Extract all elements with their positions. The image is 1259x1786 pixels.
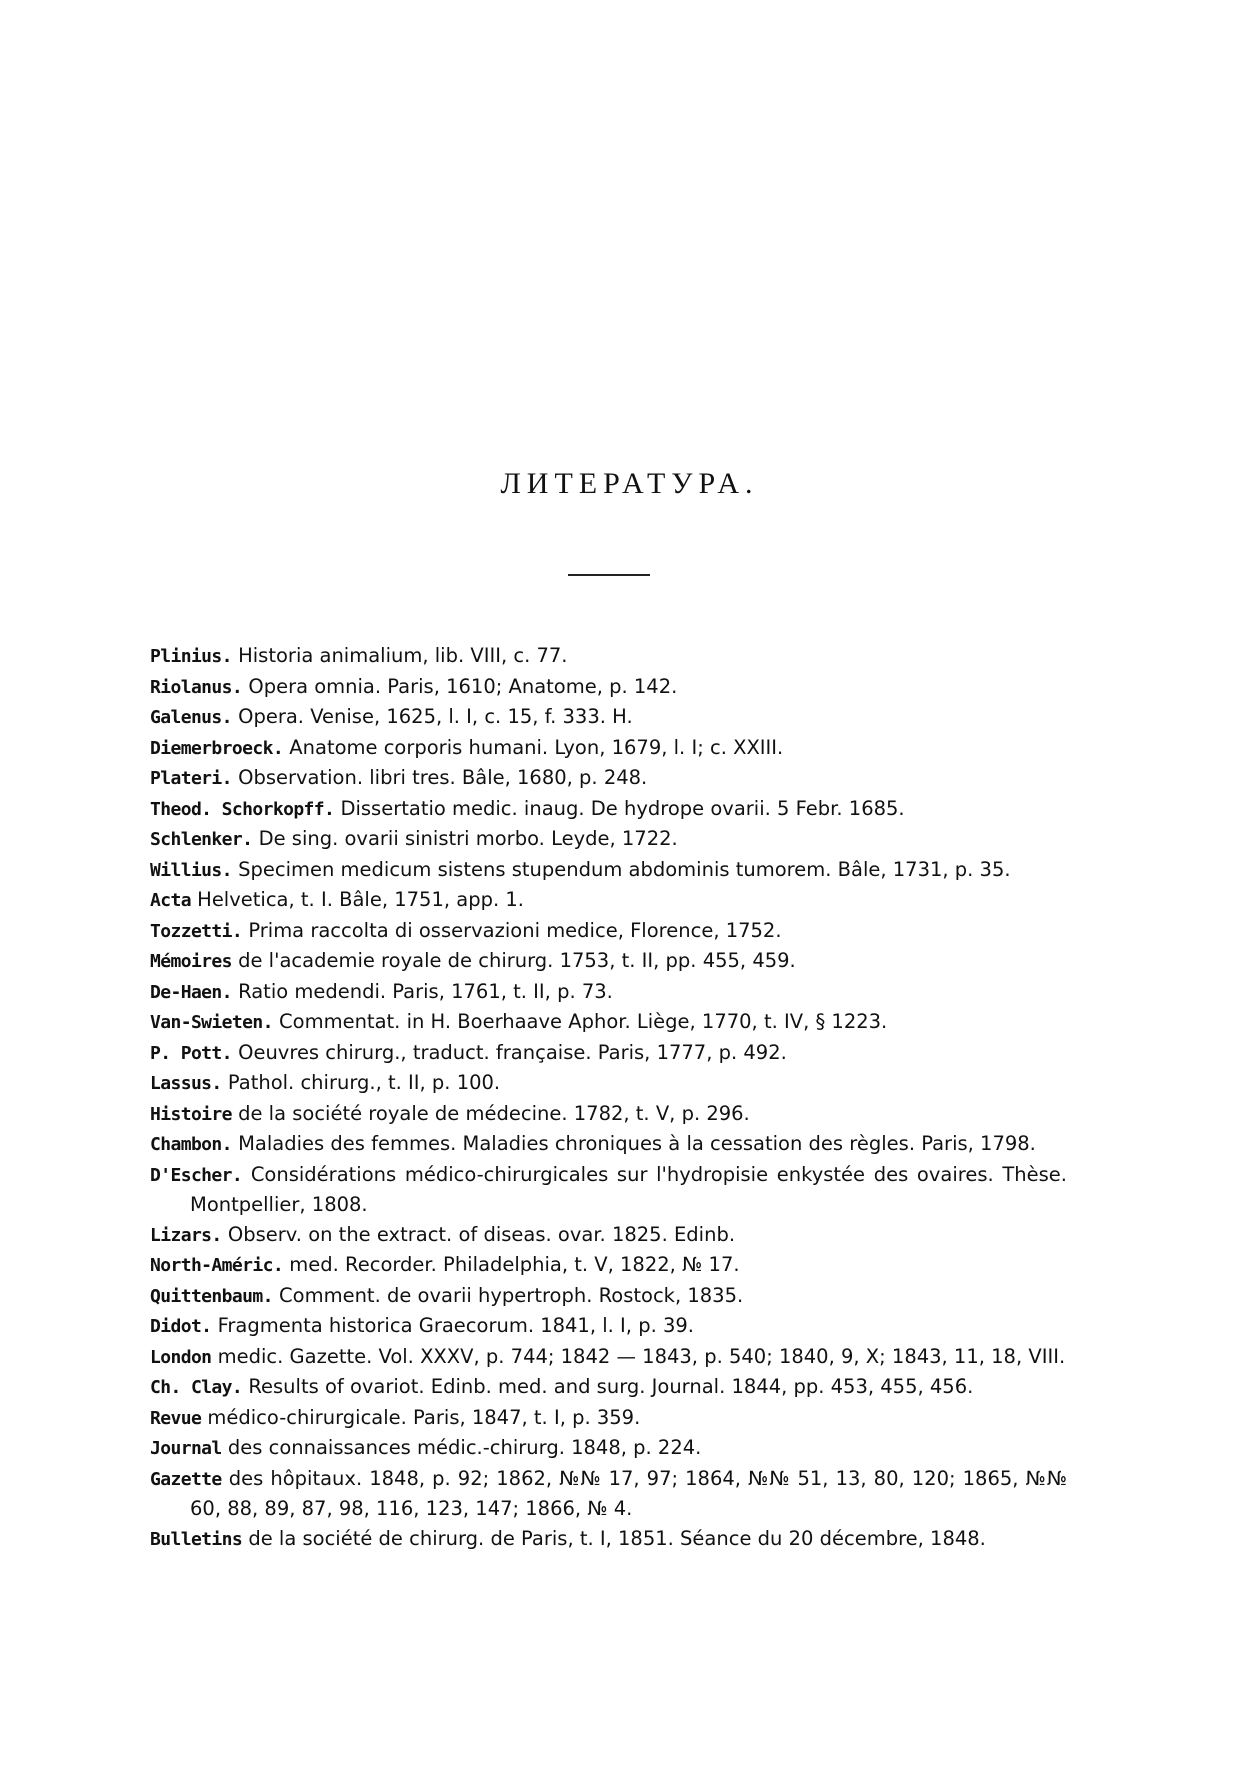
entry-reference: Historia animalium, lib. VIII, c. 77. — [231, 644, 568, 667]
entry-reference: Observation. libri tres. Bâle, 1680, p. 248. — [231, 766, 648, 789]
entry-author: North-Améric. — [150, 1255, 284, 1276]
entry-author: Lizars. — [150, 1224, 222, 1246]
bibliography-entry — [150, 1433, 1067, 1464]
bibliography-list — [150, 641, 1067, 1554]
bibliography-entry — [150, 1129, 1067, 1160]
entry-author: Willius. — [150, 859, 232, 881]
bibliography-entry — [150, 1524, 1067, 1555]
entry-author: Quittenbaum. — [150, 1285, 273, 1307]
entry-author: Lassus. — [150, 1073, 222, 1094]
entry-author: Riolanus. — [150, 676, 243, 698]
bibliography-entry — [150, 794, 1067, 825]
entry-author: Plinius. — [150, 646, 232, 667]
entry-author: Diemerbroeck. — [150, 737, 284, 759]
bibliography-entry — [150, 824, 1067, 855]
entry-reference: Opera omnia. Paris, 1610; Anatome, p. 142. — [242, 674, 678, 698]
entry-reference: Fragmenta historica Graecorum. 1841, l. I, p. 39. — [211, 1314, 694, 1337]
entry-author: Galenus. — [150, 707, 232, 728]
entry-author: Schlenker. — [150, 829, 253, 850]
entry-reference: Considérations médico-chirurgicales sur l'hydropisie enkystée des ovaires. Thèse. Montpellier, 1808. — [190, 1162, 1067, 1216]
page-title: ЛИТЕРАТУРА. — [500, 467, 759, 500]
bibliography-entry — [150, 702, 1067, 733]
entry-author: Tozzetti. — [150, 920, 243, 942]
entry-reference: de la société de chirurg. de Paris, t. I, 1851. Séance du 20 décembre, 1848. — [242, 1526, 986, 1550]
bibliography-entry — [150, 1220, 1067, 1251]
bibliography-entry — [150, 1311, 1067, 1342]
entry-reference: Specimen medicum sistens stupendum abdominis tumorem. Bâle, 1731, p. 35. — [231, 857, 1011, 881]
entry-author: Plateri. — [150, 768, 232, 789]
bibliography-entry — [150, 641, 1067, 672]
bibliography-entry — [150, 977, 1067, 1008]
entry-author: London — [150, 1346, 212, 1368]
bibliography-entry — [150, 946, 1067, 977]
entry-reference: Anatome corporis humani. Lyon, 1679, l. I; c. XXIII. — [283, 735, 784, 759]
entry-reference: Prima raccolta di osservazioni medice, Florence, 1752. — [242, 918, 782, 942]
title-divider — [568, 574, 650, 576]
entry-reference: de l'academie royale de chirurg. 1753, t. II, pp. 455, 459. — [231, 949, 796, 972]
entry-reference: Helvetica, t. I. Bâle, 1751, app. 1. — [190, 888, 524, 911]
bibliography-entry — [150, 1099, 1067, 1130]
entry-reference: De sing. ovarii sinistri morbo. Leyde, 1722. — [252, 827, 678, 850]
entry-author: Chambon. — [150, 1134, 232, 1155]
entry-reference: Commentat. in H. Boerhaave Aphor. Liège, 1770, t. IV, § 1223. — [272, 1010, 888, 1033]
entry-reference: Comment. de ovarii hypertroph. Rostock, 1835. — [272, 1283, 744, 1307]
bibliography-entry — [150, 1068, 1067, 1099]
entry-author: Mémoires — [150, 951, 232, 972]
bibliography-entry — [150, 916, 1067, 947]
entry-reference: médico-chirurgicale. Paris, 1847, t. I, p. 359. — [201, 1405, 641, 1429]
entry-reference: medic. Gazette. Vol. XXXV, p. 744; 1842 — 1843, p. 540; 1840, 9, X; 1843, 11, 18, VIII. — [211, 1344, 1066, 1368]
bibliography-entry — [150, 763, 1067, 794]
entry-reference: Dissertatio medic. inaug. De hydrope ovarii. 5 Febr. 1685. — [334, 796, 905, 820]
entry-author: Ch. Clay. — [150, 1377, 243, 1398]
entry-author: Revue — [150, 1407, 202, 1429]
entry-author: Acta — [150, 890, 191, 911]
bibliography-entry — [150, 1464, 1067, 1524]
entry-author: Didot. — [150, 1316, 212, 1337]
entry-reference: Pathol. chirurg., t. II, p. 100. — [221, 1071, 501, 1094]
entry-reference: de la société royale de médecine. 1782, t. V, p. 296. — [231, 1101, 750, 1125]
bibliography-entry — [150, 733, 1067, 764]
entry-author: Journal — [150, 1438, 222, 1459]
entry-reference: Observ. on the extract. of diseas. ovar. 1825. Edinb. — [221, 1222, 736, 1246]
bibliography-entry — [150, 1038, 1067, 1069]
entry-author: Gazette — [150, 1468, 222, 1490]
entry-reference: Maladies des femmes. Maladies chroniques à la cessation des règles. Paris, 1798. — [231, 1132, 1036, 1155]
entry-reference: Opera. Venise, 1625, l. I, c. 15, f. 333. H. — [231, 705, 633, 728]
bibliography-entry — [150, 1403, 1067, 1434]
bibliography-entry — [150, 1007, 1067, 1038]
bibliography-entry — [150, 672, 1067, 703]
entry-reference: Oeuvres chirurg., traduct. française. Paris, 1777, p. 492. — [231, 1040, 787, 1064]
entry-author: De-Haen. — [150, 981, 232, 1003]
entry-reference: des hôpitaux. 1848, p. 92; 1862, №№ 17, 97; 1864, №№ 51, 13, 80, 120; 1865, №№ 60, 88, 89, 87, 98, 116, 123, 147; 1866, № 4. — [190, 1466, 1067, 1520]
entry-author: Van-Swieten. — [150, 1012, 273, 1033]
entry-author: Bulletins — [150, 1528, 243, 1550]
bibliography-entry — [150, 855, 1067, 886]
entry-author: P. Pott. — [150, 1042, 232, 1064]
bibliography-entry — [150, 885, 1067, 916]
entry-author: Histoire — [150, 1103, 232, 1125]
bibliography-entry — [150, 1250, 1067, 1281]
bibliography-entry — [150, 1342, 1067, 1373]
entry-author: Theod. Schorkopff. — [150, 798, 335, 820]
bibliography-entry — [150, 1281, 1067, 1312]
entry-reference: Ratio medendi. Paris, 1761, t. II, p. 73. — [231, 979, 613, 1003]
bibliography-entry — [150, 1160, 1067, 1220]
entry-reference: med. Recorder. Philadelphia, t. V, 1822, № 17. — [283, 1253, 740, 1276]
entry-reference: des connaissances médic.-chirurg. 1848, p. 224. — [221, 1436, 702, 1459]
entry-reference: Results of ovariot. Edinb. med. and surg. Journal. 1844, pp. 453, 455, 456. — [242, 1375, 974, 1398]
bibliography-entry — [150, 1372, 1067, 1403]
entry-author: D'Escher. — [150, 1164, 243, 1186]
